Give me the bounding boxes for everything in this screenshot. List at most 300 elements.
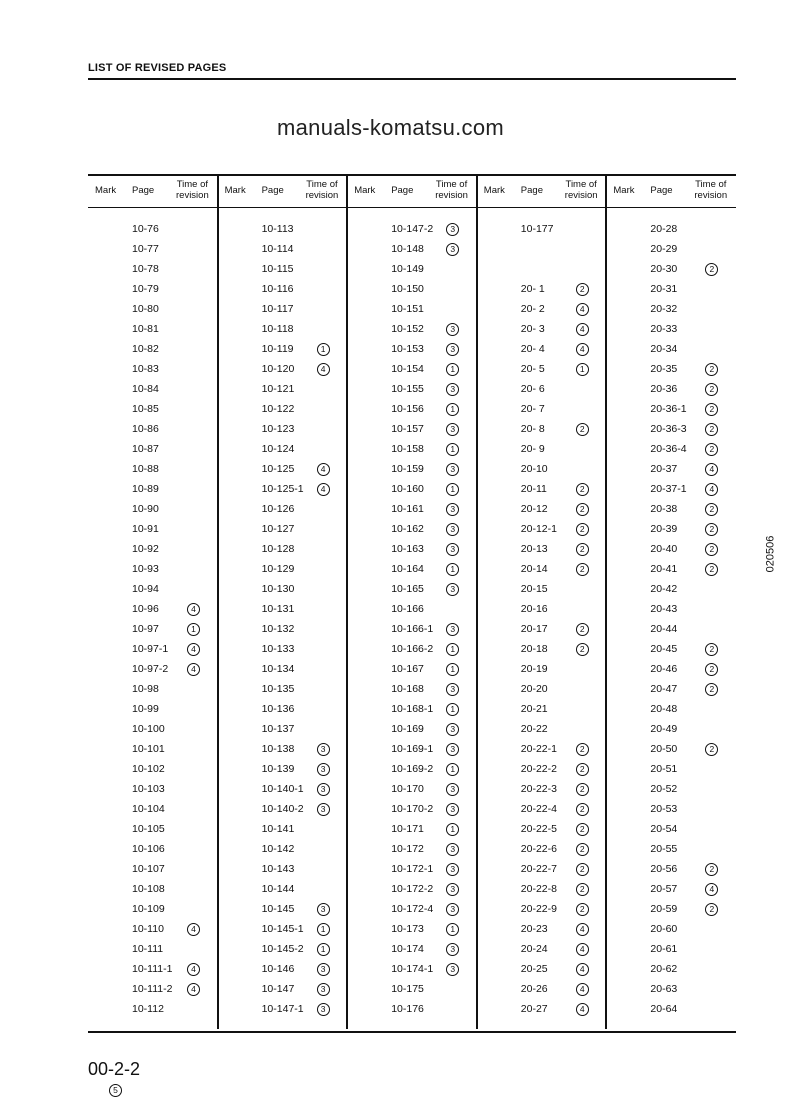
revision-circle-icon: 1 xyxy=(576,363,589,376)
page-cell: 10-89 xyxy=(132,483,159,495)
page-cell: 20- 6 xyxy=(520,383,545,395)
table-row xyxy=(347,903,476,923)
revision-circle-icon: 4 xyxy=(187,923,200,936)
table-row xyxy=(88,863,217,883)
page-cell: 20-40 xyxy=(650,543,678,555)
table-row xyxy=(477,903,606,923)
revision-circle-icon: 4 xyxy=(317,463,330,476)
table-row xyxy=(606,463,735,483)
revision-circle-icon: 3 xyxy=(446,323,459,336)
table-row xyxy=(477,883,606,903)
page-cell: 10-96 xyxy=(132,603,159,615)
page-revision-mark: 5 xyxy=(109,1084,122,1097)
table-row xyxy=(477,663,606,683)
table-row xyxy=(347,743,476,763)
page-cell: 10-163 xyxy=(391,543,424,555)
page-cell: 20-22 xyxy=(520,723,548,735)
revision-circle-icon: 3 xyxy=(446,503,459,516)
table-row xyxy=(218,323,347,343)
table-row xyxy=(218,363,347,383)
page-cell: 10-82 xyxy=(132,343,159,355)
page-cell: 20- 2 xyxy=(520,303,545,315)
revision-circle-icon: 3 xyxy=(317,803,330,816)
table-row xyxy=(347,543,476,563)
page-cell: 20-22-1 xyxy=(520,743,557,755)
table-row xyxy=(218,903,347,923)
revision-circle-icon: 2 xyxy=(576,783,589,796)
page-cell: 10-112 xyxy=(132,1003,164,1015)
table-row xyxy=(88,543,217,563)
page-cell: 20-54 xyxy=(650,823,678,835)
side-code: 020506 xyxy=(764,535,777,573)
page-cell: 10-146 xyxy=(261,963,295,975)
page-cell: 10-172-1 xyxy=(391,863,434,875)
header-mark: Mark xyxy=(95,185,117,196)
page-cell: 10-160 xyxy=(391,483,424,495)
page-cell: 20-37-1 xyxy=(650,483,687,495)
page-cell: 20-47 xyxy=(650,683,678,695)
page-cell: 10-125-1 xyxy=(261,483,304,495)
page-cell: 20-37 xyxy=(650,463,678,475)
table-row xyxy=(88,843,217,863)
table-row xyxy=(88,663,217,683)
page-cell: 20-55 xyxy=(650,843,678,855)
page-cell: 10-126 xyxy=(261,503,295,515)
page-cell: 20-24 xyxy=(520,943,548,955)
page-cell: 20-64 xyxy=(650,1003,678,1015)
revision-circle-icon: 2 xyxy=(576,623,589,636)
page-cell: 10-156 xyxy=(391,403,424,415)
revision-circle-icon: 3 xyxy=(446,863,459,876)
table-row xyxy=(347,783,476,803)
revision-circle-icon: 4 xyxy=(576,1003,589,1016)
table-row xyxy=(347,703,476,723)
page-cell: 10-138 xyxy=(261,743,295,755)
revision-circle-icon: 3 xyxy=(446,723,459,736)
page-cell: 20-22-3 xyxy=(520,783,557,795)
revision-circle-icon: 2 xyxy=(576,423,589,436)
table-row xyxy=(218,923,347,943)
revision-circle-icon: 2 xyxy=(705,743,718,756)
page-cell: 10-152 xyxy=(391,323,424,335)
header-time-of-revision xyxy=(176,179,209,201)
page-cell: 10-104 xyxy=(132,803,165,815)
page-cell: 10-115 xyxy=(261,263,294,275)
page-cell: 10-169-2 xyxy=(391,763,434,775)
revision-circle-icon: 1 xyxy=(446,563,459,576)
revision-circle-icon: 3 xyxy=(317,743,330,756)
revision-circle-icon: 2 xyxy=(576,903,589,916)
table-row xyxy=(606,283,735,303)
page-cell: 10-169 xyxy=(391,723,424,735)
table-row xyxy=(218,823,347,843)
page-cell: 20-48 xyxy=(650,703,678,715)
page-cell: 20-10 xyxy=(520,463,548,475)
table-row xyxy=(88,983,217,1003)
page-cell: 10-127 xyxy=(261,523,295,535)
table-row xyxy=(477,563,606,583)
table-row xyxy=(606,443,735,463)
table-row xyxy=(477,683,606,703)
page-cell: 10-162 xyxy=(391,523,424,535)
page-cell: 10-131 xyxy=(261,603,295,615)
revision-circle-icon: 2 xyxy=(576,803,589,816)
table-row xyxy=(606,603,735,623)
page-cell: 10-145-2 xyxy=(261,943,304,955)
page-cell: 10-79 xyxy=(132,283,159,295)
table-row xyxy=(347,683,476,703)
table-row xyxy=(347,263,476,283)
table-row xyxy=(347,643,476,663)
table-row xyxy=(477,223,606,243)
table-row xyxy=(477,403,606,423)
table-row xyxy=(347,503,476,523)
revision-circle-icon: 1 xyxy=(446,643,459,656)
revision-circle-icon: 3 xyxy=(446,463,459,476)
revision-circle-icon: 3 xyxy=(317,903,330,916)
page-cell: 20-45 xyxy=(650,643,678,655)
page-cell: 20-32 xyxy=(650,303,678,315)
table-row xyxy=(347,603,476,623)
page-number: 00-2-2 xyxy=(88,1059,141,1079)
table-row xyxy=(477,823,606,843)
page-cell: 10-153 xyxy=(391,343,424,355)
table-row xyxy=(88,803,217,823)
table-row xyxy=(347,983,476,1003)
table-row xyxy=(218,763,347,783)
page-cell: 10-130 xyxy=(261,583,295,595)
table-row xyxy=(606,503,735,523)
table-row xyxy=(218,483,347,503)
table-row xyxy=(347,863,476,883)
revision-circle-icon: 2 xyxy=(705,363,718,376)
revision-circle-icon: 2 xyxy=(576,843,589,856)
page-cell: 10-147 xyxy=(261,983,295,995)
table-row xyxy=(606,383,735,403)
table-row xyxy=(477,923,606,943)
table-row xyxy=(477,483,606,503)
revision-circle-icon: 3 xyxy=(446,523,459,536)
page-cell: 20-63 xyxy=(650,983,678,995)
table-row xyxy=(88,623,217,643)
page-cell: 10-86 xyxy=(132,423,159,435)
table-row xyxy=(88,463,217,483)
table-row xyxy=(606,803,735,823)
table-row xyxy=(347,623,476,643)
page-cell: 10-111-1 xyxy=(132,963,173,975)
table-row xyxy=(606,563,735,583)
revision-circle-icon: 4 xyxy=(705,463,718,476)
table-row xyxy=(218,583,347,603)
revision-circle-icon: 4 xyxy=(576,323,589,336)
table-row xyxy=(477,243,606,263)
page-cell: 20-42 xyxy=(650,583,678,595)
revision-circle-icon: 1 xyxy=(446,703,459,716)
page-cell: 20-23 xyxy=(520,923,548,935)
header-mark: Mark xyxy=(613,185,635,196)
page-cell: 10-120 xyxy=(261,363,295,375)
table-row xyxy=(606,903,735,923)
table-column xyxy=(477,176,606,1029)
table-row xyxy=(88,703,217,723)
page-cell: 20-20 xyxy=(520,683,548,695)
page-cell: 10-140-2 xyxy=(261,803,304,815)
revision-circle-icon: 3 xyxy=(446,843,459,856)
page-cell: 10-103 xyxy=(132,783,165,795)
page-cell: 10-132 xyxy=(261,623,295,635)
page-cell: 20-22-8 xyxy=(520,883,557,895)
page-cell: 10-92 xyxy=(132,543,159,555)
page-cell: 10-97-2 xyxy=(132,663,169,675)
page-cell: 10-149 xyxy=(391,263,424,275)
page-cell: 20-62 xyxy=(650,963,678,975)
table-row xyxy=(88,303,217,323)
table-row xyxy=(218,243,347,263)
header-page: Page xyxy=(391,185,414,196)
table-row xyxy=(606,683,735,703)
table-row xyxy=(218,963,347,983)
page-cell: 10-110 xyxy=(132,923,164,935)
page-cell: 10-129 xyxy=(261,563,295,575)
revision-circle-icon: 3 xyxy=(446,743,459,756)
revision-circle-icon: 2 xyxy=(705,543,718,556)
page-cell: 10-97-1 xyxy=(132,643,169,655)
table-row xyxy=(88,383,217,403)
page-cell: 10-118 xyxy=(261,323,294,335)
table-row xyxy=(88,583,217,603)
table-row xyxy=(218,983,347,1003)
column-separator xyxy=(217,176,219,1029)
table-row xyxy=(88,963,217,983)
page-cell: 10-158 xyxy=(391,443,424,455)
revision-circle-icon: 3 xyxy=(446,683,459,696)
page-cell: 10-135 xyxy=(261,683,295,695)
table-row xyxy=(218,683,347,703)
table-row xyxy=(477,583,606,603)
page-cell: 20-36 xyxy=(650,383,678,395)
page-cell: 10-99 xyxy=(132,703,159,715)
page-cell: 10-122 xyxy=(261,403,295,415)
revision-circle-icon: 2 xyxy=(705,443,718,456)
page-cell: 10-172 xyxy=(391,843,424,855)
page-cell: 10-113 xyxy=(261,223,294,235)
page-cell: 10-119 xyxy=(261,343,294,355)
table-row xyxy=(606,823,735,843)
page-cell: 20-60 xyxy=(650,923,678,935)
page-cell: 10-159 xyxy=(391,463,424,475)
revision-circle-icon: 3 xyxy=(446,943,459,956)
table-row xyxy=(347,403,476,423)
page-cell: 20-43 xyxy=(650,603,678,615)
table-row xyxy=(218,503,347,523)
page-cell: 10-144 xyxy=(261,883,295,895)
page-cell: 20-18 xyxy=(520,643,548,655)
table-row xyxy=(477,523,606,543)
title-rule xyxy=(88,78,736,80)
page-cell: 10-166 xyxy=(391,603,424,615)
revision-circle-icon: 4 xyxy=(576,983,589,996)
page-cell: 10-108 xyxy=(132,883,165,895)
page-cell: 20-22-6 xyxy=(520,843,557,855)
table-row xyxy=(606,303,735,323)
table-row xyxy=(477,503,606,523)
revision-circle-icon: 1 xyxy=(446,363,459,376)
revised-pages-table xyxy=(88,174,736,1033)
table-row xyxy=(477,363,606,383)
page-cell: 20-11 xyxy=(520,483,547,495)
table-row xyxy=(347,823,476,843)
page-cell: 20-13 xyxy=(520,543,548,555)
table-row xyxy=(606,483,735,503)
table-row xyxy=(477,303,606,323)
revision-circle-icon: 3 xyxy=(446,583,459,596)
page-cell: 10-164 xyxy=(391,563,424,575)
header-time-line2: revision xyxy=(435,190,468,201)
table-row xyxy=(606,763,735,783)
page-cell: 10-161 xyxy=(391,503,424,515)
revision-circle-icon: 3 xyxy=(446,223,459,236)
header-time-of-revision xyxy=(694,179,727,201)
page-cell: 10-150 xyxy=(391,283,424,295)
page-cell: 20-50 xyxy=(650,743,678,755)
table-row xyxy=(477,323,606,343)
table-row xyxy=(347,663,476,683)
table-row xyxy=(606,923,735,943)
revision-circle-icon: 2 xyxy=(576,503,589,516)
table-row xyxy=(477,963,606,983)
page-cell: 20- 1 xyxy=(520,283,545,295)
table-row xyxy=(347,223,476,243)
table-row xyxy=(347,283,476,303)
page-cell: 20-56 xyxy=(650,863,678,875)
table-row xyxy=(218,943,347,963)
revision-circle-icon: 3 xyxy=(446,963,459,976)
table-row xyxy=(88,403,217,423)
header-time-line2: revision xyxy=(694,190,728,201)
page-cell: 10-105 xyxy=(132,823,165,835)
table-row xyxy=(88,503,217,523)
table-row xyxy=(218,263,347,283)
table-row xyxy=(606,1003,735,1023)
table-row xyxy=(88,883,217,903)
table-row xyxy=(88,523,217,543)
page-cell: 10-145 xyxy=(261,903,295,915)
table-row xyxy=(218,743,347,763)
revision-circle-icon: 4 xyxy=(705,883,718,896)
revision-circle-icon: 3 xyxy=(446,383,459,396)
page-cell: 20-31 xyxy=(650,283,678,295)
table-row xyxy=(606,663,735,683)
table-row xyxy=(347,963,476,983)
table-row xyxy=(606,863,735,883)
revision-circle-icon: 2 xyxy=(576,883,589,896)
page-cell: 10-172-2 xyxy=(391,883,434,895)
table-row xyxy=(477,643,606,663)
revision-circle-icon: 1 xyxy=(446,823,459,836)
table-row xyxy=(477,283,606,303)
page-cell: 20-15 xyxy=(520,583,548,595)
page-cell: 20-22-7 xyxy=(520,863,557,875)
revision-circle-icon: 2 xyxy=(705,563,718,576)
page-cell: 20- 4 xyxy=(520,343,545,355)
table-row xyxy=(218,663,347,683)
page-cell: 20-59 xyxy=(650,903,678,915)
page-cell: 20-36-4 xyxy=(650,443,687,455)
table-row xyxy=(347,583,476,603)
table-row xyxy=(88,263,217,283)
revision-circle-icon: 1 xyxy=(446,663,459,676)
revision-circle-icon: 1 xyxy=(317,943,330,956)
revision-circle-icon: 3 xyxy=(446,423,459,436)
page-cell: 20-19 xyxy=(520,663,548,675)
table-row xyxy=(606,263,735,283)
header-page: Page xyxy=(650,185,673,196)
table-row xyxy=(347,323,476,343)
page-cell: 10-91 xyxy=(132,523,159,535)
header-page: Page xyxy=(520,185,543,196)
table-row xyxy=(218,883,347,903)
revision-circle-icon: 2 xyxy=(576,643,589,656)
page-cell: 20-28 xyxy=(650,223,678,235)
table-row xyxy=(606,363,735,383)
table-row xyxy=(347,363,476,383)
table-row xyxy=(218,723,347,743)
table-row xyxy=(218,643,347,663)
page-cell: 10-125 xyxy=(261,463,295,475)
page-cell: 10-76 xyxy=(132,223,159,235)
header-time-line2: revision xyxy=(305,190,339,201)
revision-circle-icon: 4 xyxy=(705,483,718,496)
revision-circle-icon: 3 xyxy=(446,343,459,356)
table-row xyxy=(218,543,347,563)
page-cell: 10-142 xyxy=(261,843,295,855)
table-row xyxy=(606,543,735,563)
header-time-line1: Time of xyxy=(306,179,338,190)
table-row xyxy=(347,803,476,823)
revision-circle-icon: 3 xyxy=(317,783,330,796)
table-row xyxy=(88,223,217,243)
revision-circle-icon: 3 xyxy=(317,1003,330,1016)
page-cell: 10-123 xyxy=(261,423,295,435)
header-time-line1: Time of xyxy=(435,179,468,190)
table-row xyxy=(477,423,606,443)
page-cell: 10-136 xyxy=(261,703,295,715)
page-cell: 10-85 xyxy=(132,403,159,415)
revision-circle-icon: 2 xyxy=(576,743,589,756)
table-row xyxy=(218,283,347,303)
revision-circle-icon: 2 xyxy=(576,823,589,836)
page-cell: 10-169-1 xyxy=(391,743,434,755)
revision-circle-icon: 2 xyxy=(705,663,718,676)
page-cell: 10-145-1 xyxy=(261,923,304,935)
table-row xyxy=(606,623,735,643)
table-row xyxy=(477,543,606,563)
page-cell: 20-17 xyxy=(520,623,548,635)
revision-circle-icon: 1 xyxy=(187,623,200,636)
page-cell: 10-167 xyxy=(391,663,424,675)
header-time-of-revision xyxy=(435,179,468,201)
table-row xyxy=(88,783,217,803)
page-cell: 10-106 xyxy=(132,843,165,855)
page-cell: 20-38 xyxy=(650,503,678,515)
table-row xyxy=(477,723,606,743)
revision-circle-icon: 4 xyxy=(576,303,589,316)
table-row xyxy=(88,483,217,503)
table-row xyxy=(347,883,476,903)
header-page: Page xyxy=(261,185,284,196)
revision-circle-icon: 2 xyxy=(576,523,589,536)
table-row xyxy=(347,763,476,783)
